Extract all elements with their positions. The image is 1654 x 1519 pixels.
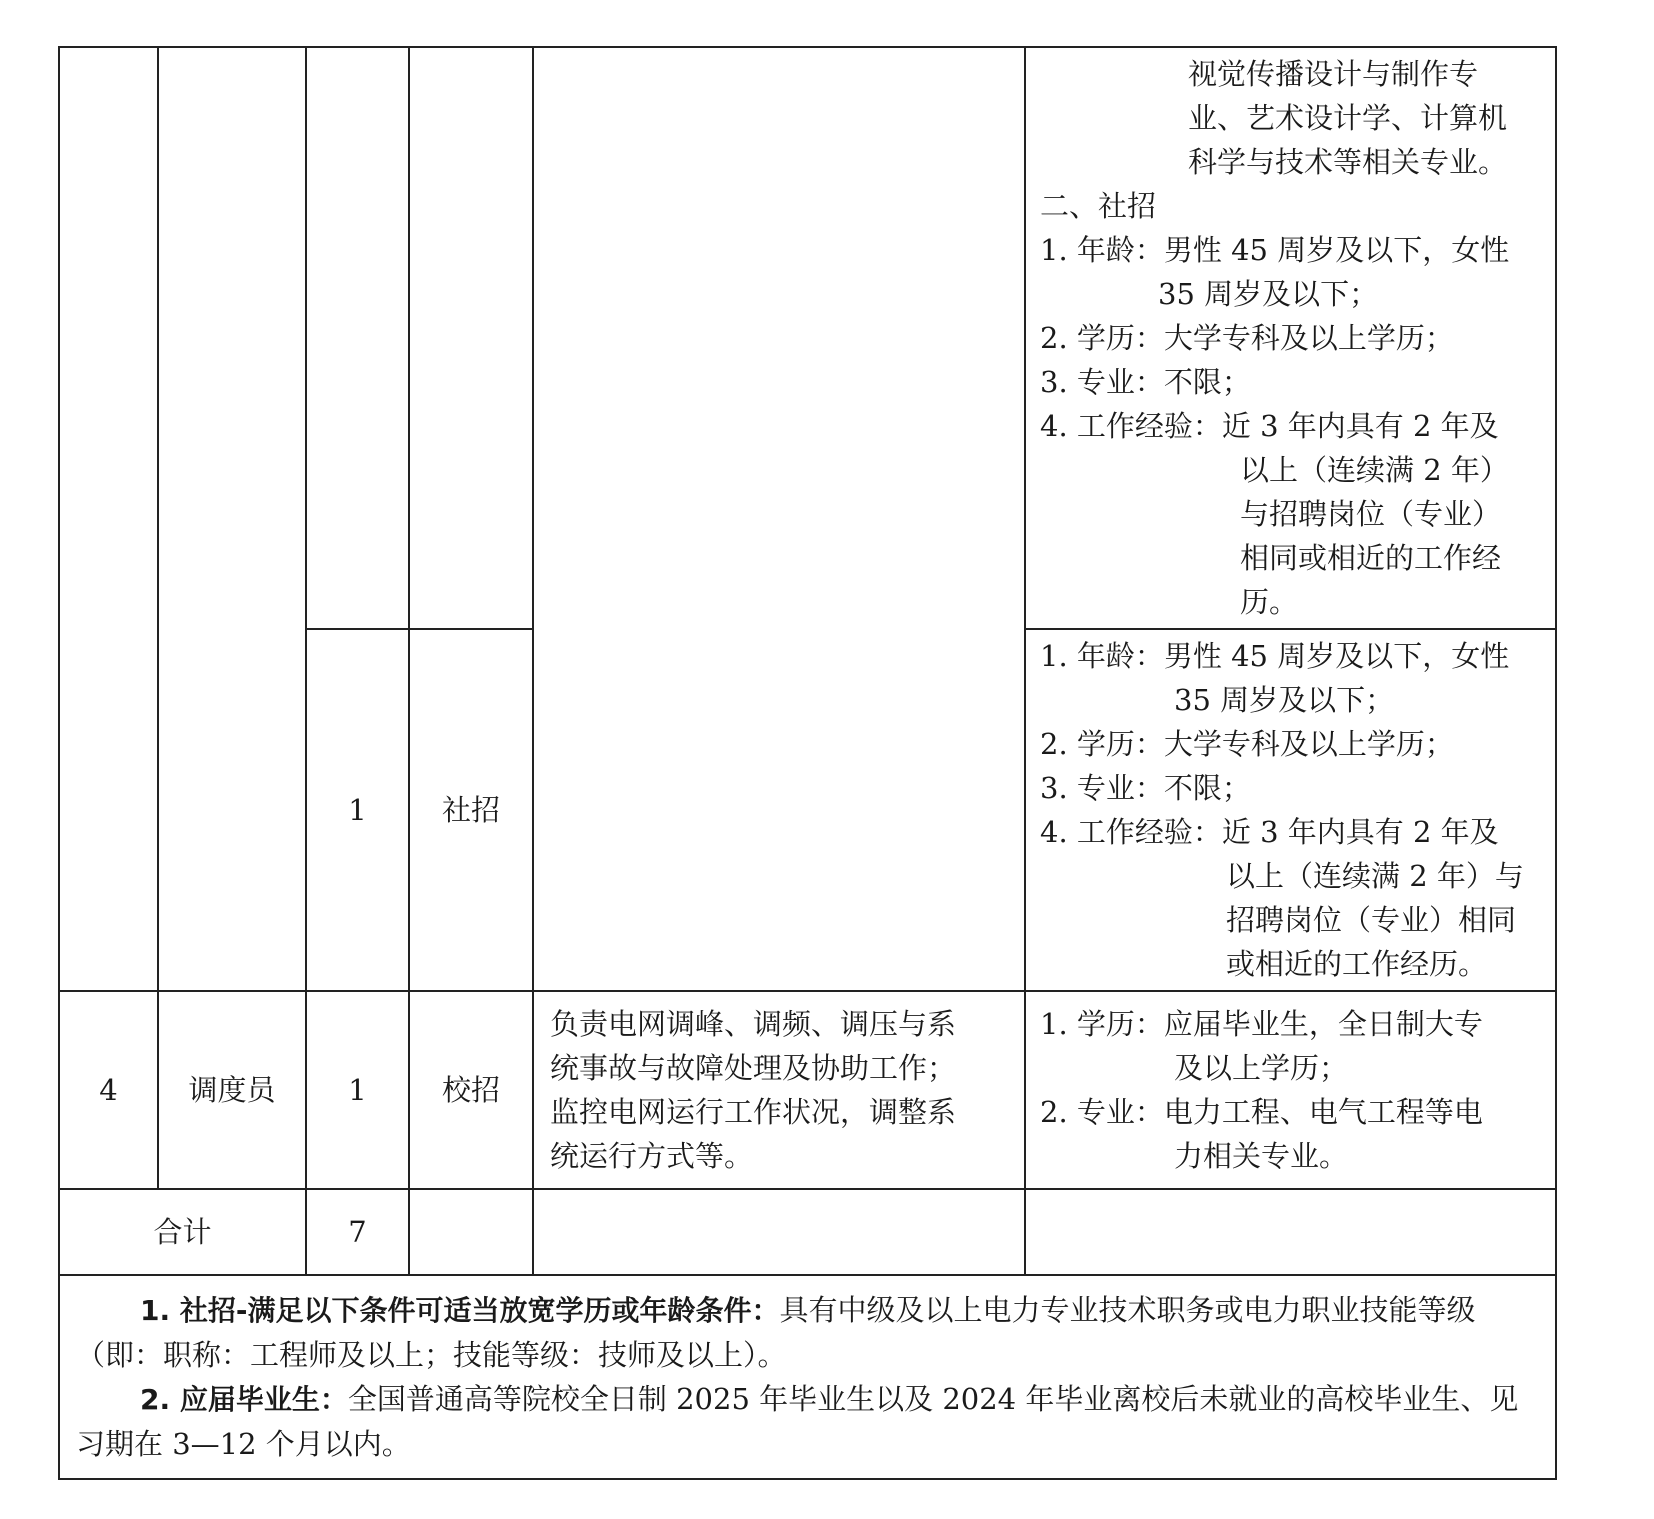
empty-cell (409, 1189, 533, 1275)
duty-line: 监控电网运行工作状况，调整系 (550, 1095, 957, 1129)
requirement-line: 力相关专业。 (1174, 1139, 1349, 1173)
count-cell: 1 (306, 629, 409, 991)
requirement-line: 4. 工作经验：近 3 年内具有 2 年及 (1040, 409, 1499, 443)
requirement-line: 4. 工作经验：近 3 年内具有 2 年及 (1040, 815, 1499, 849)
position-cell (158, 47, 306, 991)
requirement-line: 35 周岁及以下； (1158, 277, 1379, 311)
count-cell: 1 (306, 991, 409, 1189)
index-cell (59, 47, 158, 991)
index-cell: 4 (59, 991, 158, 1189)
requirement-line: 及以上学历； (1174, 1051, 1349, 1085)
duty-line: 负责电网调峰、调频、调压与系 (550, 1007, 957, 1041)
table-row (59, 47, 1556, 629)
requirement-line: 3. 专业：不限； (1040, 771, 1251, 805)
duty-cell (533, 991, 1025, 1189)
requirement-line: 2. 专业：电力工程、电气工程等电 (1040, 1095, 1483, 1129)
empty-cell (533, 1189, 1025, 1275)
requirement-line: 视觉传播设计与制作专 (1188, 57, 1479, 91)
requirement-line: 科学与技术等相关专业。 (1188, 145, 1508, 179)
recruitment-table (58, 46, 1557, 1480)
requirement-line: 1. 年龄：男性 45 周岁及以下，女性 (1040, 639, 1510, 673)
note-2-text: 全国普通高等院校全日制 2025 年毕业生以及 2024 年毕业离校后未就业的高校毕业生、见习期在 3—12 个月以内。 (76, 1382, 1519, 1461)
requirements-cell (1025, 47, 1556, 629)
note-1-text: 具有中级及以上电力专业技术职务或电力职业技能等级（即：职称：工程师及以上；技能等级：技师及以上）。 (76, 1293, 1476, 1372)
requirements-cell (1025, 629, 1556, 991)
duty-cell (533, 47, 1025, 991)
notes-row (59, 1275, 1556, 1479)
duty-line: 统运行方式等。 (550, 1139, 754, 1173)
requirements-cell (1025, 991, 1556, 1189)
total-label: 合计 (59, 1189, 306, 1275)
requirement-line: 业、艺术设计学、计算机 (1188, 101, 1508, 135)
requirement-line: 招聘岗位（专业）相同 (1226, 903, 1517, 937)
requirement-line: 35 周岁及以下； (1174, 683, 1395, 717)
notes-cell (59, 1275, 1556, 1479)
count-cell (306, 47, 409, 629)
table-row (59, 1189, 1556, 1275)
requirement-line: 相同或相近的工作经 (1240, 541, 1502, 575)
requirement-line: 以上（连续满 2 年） (1240, 453, 1509, 487)
requirement-line: 以上（连续满 2 年）与 (1226, 859, 1524, 893)
note-1 (76, 1288, 1539, 1377)
position-cell: 调度员 (158, 991, 306, 1189)
type-cell: 社招 (409, 629, 533, 991)
duty-line: 统事故与故障处理及协助工作； (550, 1051, 957, 1085)
type-cell (409, 47, 533, 629)
social-heading: 二、社招 (1040, 189, 1157, 223)
note-2-heading: 2. 应届毕业生： (140, 1383, 348, 1416)
requirement-line: 历。 (1240, 585, 1299, 619)
type-cell: 校招 (409, 991, 533, 1189)
requirement-line: 2. 学历：大学专科及以上学历； (1040, 727, 1454, 761)
requirement-line: 或相近的工作经历。 (1226, 947, 1488, 981)
note-1-heading: 1. 社招-满足以下条件可适当放宽学历或年龄条件： (140, 1294, 780, 1327)
requirement-line: 1. 年龄：男性 45 周岁及以下，女性 (1040, 233, 1510, 267)
requirement-line: 与招聘岗位（专业） (1240, 497, 1502, 531)
empty-cell (1025, 1189, 1556, 1275)
note-2 (76, 1377, 1539, 1466)
total-count: 7 (306, 1189, 409, 1275)
table-row (59, 991, 1556, 1189)
requirement-line: 2. 学历：大学专科及以上学历； (1040, 321, 1454, 355)
requirement-line: 1. 学历：应届毕业生，全日制大专 (1040, 1007, 1483, 1041)
requirement-line: 3. 专业：不限； (1040, 365, 1251, 399)
